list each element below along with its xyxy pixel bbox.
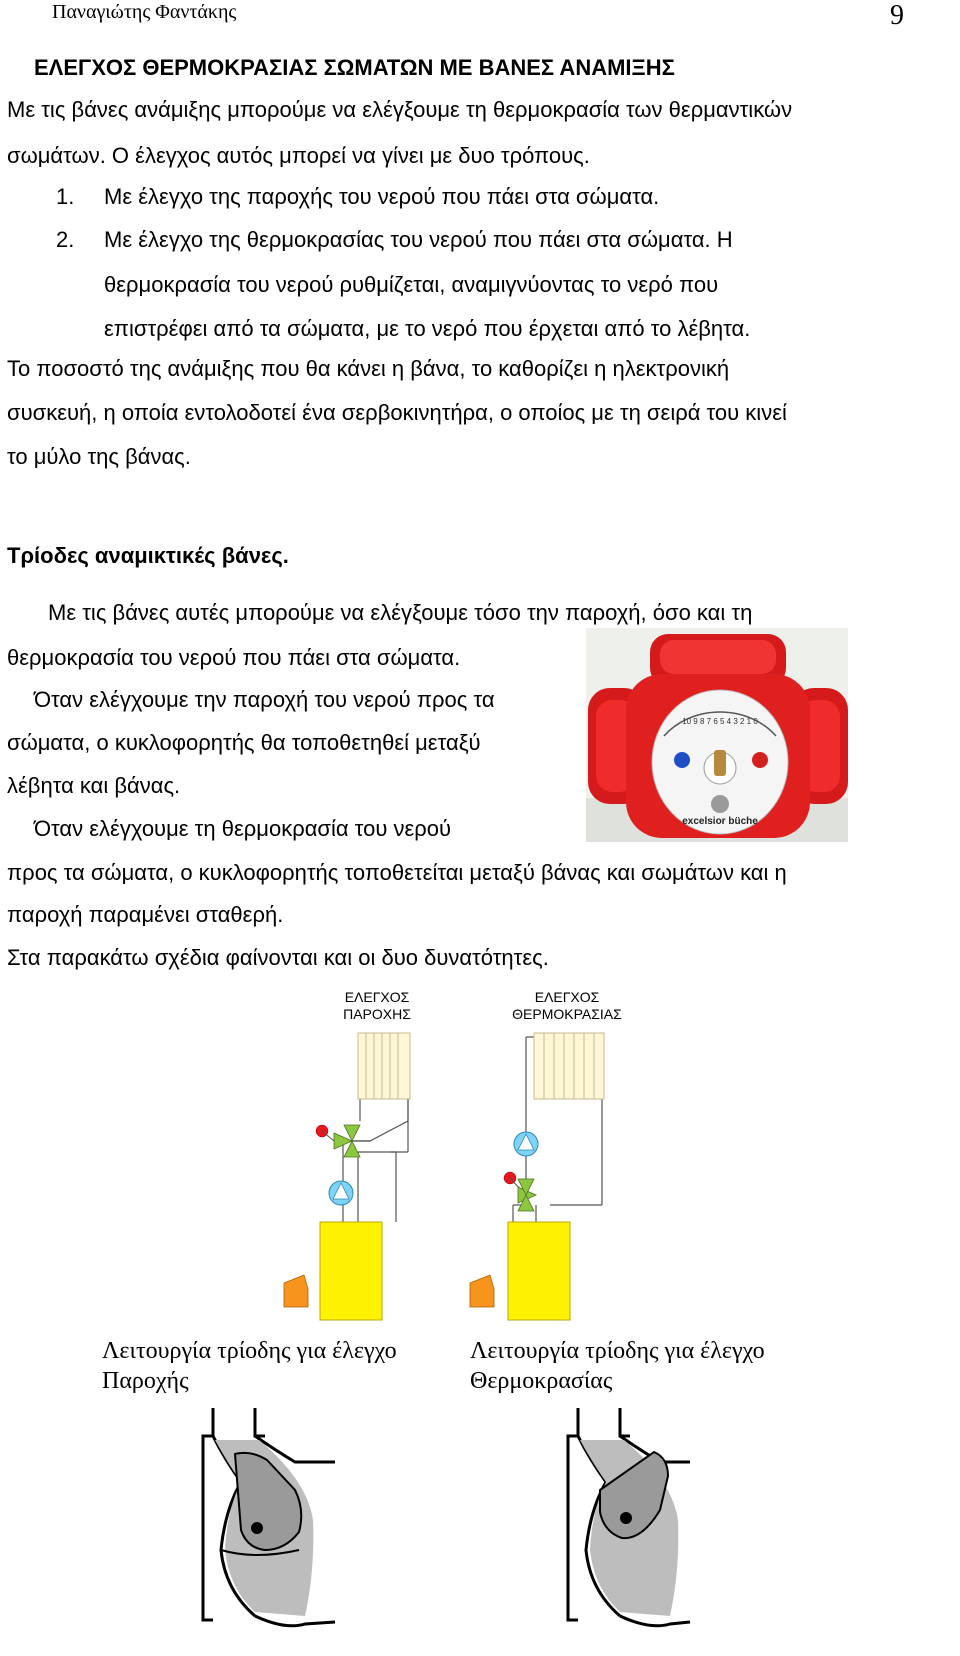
label-flow-control-line2: ΠΑΡΟΧΗΣ bbox=[343, 1006, 411, 1022]
label-temp-control-line2: ΘΕΡΜΟΚΡΑΣΙΑΣ bbox=[512, 1006, 622, 1022]
label-flow-control-line1: ΕΛΕΓΧΟΣ bbox=[344, 989, 410, 1005]
paragraph-line: Το ποσοστό της ανάμιξης που θα κάνει η βάνα, το καθορίζει η ηλεκτρονική bbox=[7, 356, 730, 381]
section-title: ΕΛΕΓΧΟΣ ΘΕΡΜΟΚΡΑΣΙΑΣ ΣΩΜΑΤΩΝ ΜΕ ΒΑΝΕΣ ΑΝΑΜΙΞΗΣ bbox=[34, 55, 675, 80]
burner-icon bbox=[284, 1275, 308, 1307]
valve-section-flow bbox=[195, 1400, 345, 1656]
paragraph-line: συσκευή, η οποία εντολοδοτεί ένα σερβοκινητήρα, ο οποίος με τη σειρά του κινεί bbox=[7, 400, 787, 425]
paragraph-line: Όταν ελέγχουμε τη θερμοκρασία του νερού bbox=[34, 816, 452, 841]
label-temp-control-line1: ΕΛΕΓΧΟΣ bbox=[534, 989, 600, 1005]
author-name: Παναγιώτης Φαντάκης bbox=[52, 1, 237, 23]
paragraph-line: Με τις βάνες αυτές μπορούμε να ελέγξουμε τόσο την παροχή, όσο και τη bbox=[48, 600, 753, 625]
paragraph-line: Στα παρακάτω σχέδια φαίνονται και οι δυο δυνατότητες. bbox=[7, 945, 549, 970]
list-item-continuation: επιστρέφει από τα σώματα, με το νερό που έρχεται από το λέβητα. bbox=[104, 316, 751, 341]
page-number: 9 bbox=[890, 0, 904, 31]
valve-scale: 10 9 8 7 6 5 4 3 2 1 0 bbox=[682, 717, 758, 726]
three-way-valve-icon bbox=[518, 1179, 536, 1211]
list-number: 1. bbox=[56, 184, 75, 209]
radiator-icon bbox=[534, 1033, 604, 1099]
radiator-icon bbox=[358, 1033, 410, 1099]
paragraph-line: λέβητα και βάνας. bbox=[7, 773, 181, 798]
boiler-icon bbox=[508, 1222, 570, 1320]
caption-left-line1: Λειτουργία τρίοδης για έλεγχο bbox=[102, 1338, 397, 1364]
flow-control-diagram bbox=[284, 1033, 410, 1320]
caption-left-line2: Παροχής bbox=[102, 1368, 189, 1394]
circulator-pump-icon bbox=[329, 1181, 353, 1205]
heating-diagrams bbox=[270, 975, 670, 1335]
list-number: 2. bbox=[56, 227, 75, 252]
paragraph-line: παροχή παραμένει σταθερή. bbox=[7, 902, 284, 927]
paragraph-line: θερμοκρασία του νερού που πάει στα σώματα. bbox=[7, 645, 461, 670]
boiler-icon bbox=[320, 1222, 382, 1320]
paragraph-line: το μύλο της βάνας. bbox=[7, 444, 191, 469]
temperature-control-diagram bbox=[470, 1033, 604, 1320]
brand-label: excelsior büche bbox=[682, 816, 758, 827]
paragraph-line: Όταν ελέγχουμε την παροχή του νερού προς τα bbox=[34, 687, 495, 712]
caption-right-line2: Θερμοκρασίας bbox=[470, 1368, 613, 1394]
subsection-title: Τρίοδες αναμικτικές βάνες. bbox=[7, 543, 289, 568]
list-item: Με έλεγχο της παροχής του νερού που πάει στα σώματα. bbox=[104, 184, 660, 209]
circulator-pump-icon bbox=[514, 1132, 538, 1156]
paragraph-line: προς τα σώματα, ο κυκλοφορητής τοποθετείται μεταξύ βάνας και σωμάτων και η bbox=[7, 860, 787, 885]
list-item-continuation: θερμοκρασία του νερού ρυθμίζεται, αναμιγνύοντας το νερό που bbox=[104, 272, 719, 297]
intro-line: σωμάτων. Ο έλεγχος αυτός μπορεί να γίνει με δυο τρόπους. bbox=[7, 143, 590, 168]
burner-icon bbox=[470, 1275, 494, 1307]
caption-right-line1: Λειτουργία τρίοδης για έλεγχο bbox=[470, 1338, 765, 1364]
mixing-valve-photo bbox=[586, 628, 848, 842]
list-item: Με έλεγχο της θερμοκρασίας του νερού που πάει στα σώματα. Η bbox=[104, 227, 733, 252]
intro-line: Με τις βάνες ανάμιξης μπορούμε να ελέγξουμε τη θερμοκρασία των θερμαντικών bbox=[7, 97, 793, 122]
paragraph-line: σώματα, ο κυκλοφορητής θα τοποθετηθεί μεταξύ bbox=[7, 730, 481, 755]
valve-section-temperature bbox=[542, 1400, 692, 1656]
